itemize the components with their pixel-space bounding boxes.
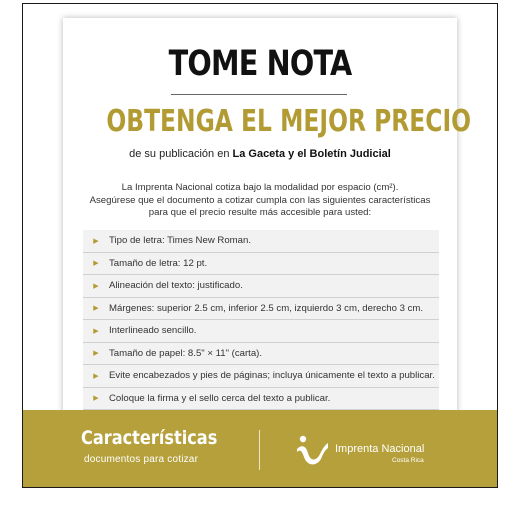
notice-title: TOME NOTA [168, 44, 352, 84]
triangle-bullet-icon: ▶ [93, 350, 99, 358]
requirement-text: Tipo de letra: Times New Roman. [109, 235, 252, 247]
imprenta-nacional-logo-icon [294, 432, 330, 468]
triangle-bullet-icon: ▶ [93, 327, 99, 335]
requirements-list [83, 230, 439, 410]
intro-line: Asegúrese que el documento a cotizar cumpla con las siguientes características [89, 194, 431, 206]
notice-headline: OBTENGA EL MEJOR PRECIO [106, 104, 472, 139]
logo-country: Costa Rica [392, 457, 424, 464]
subhead-emphasis: La Gaceta y el Boletín Judicial [232, 148, 391, 160]
requirement-text: Márgenes: superior 2.5 cm, inferior 2.5 cm, izquierdo 3 cm, derecho 3 cm. [109, 302, 424, 314]
list-item [83, 230, 439, 253]
intro-paragraph [83, 182, 437, 220]
notice-card [63, 18, 472, 438]
list-item [83, 275, 439, 298]
requirement-text: Tamaño de letra: 12 pt. [109, 257, 208, 269]
requirement-text: Interlineado sencillo. [109, 325, 197, 337]
triangle-bullet-icon: ▶ [93, 282, 99, 290]
requirement-text: Coloque la firma y el sello cerca del texto a publicar. [109, 392, 331, 404]
requirement-text: Tamaño de papel: 8.5" × 11" (carta). [109, 347, 263, 359]
triangle-bullet-icon: ▶ [93, 372, 99, 380]
requirement-text: Alineación del texto: justificado. [109, 280, 243, 292]
list-item [83, 365, 439, 388]
subhead-prefix: de su publicación en [129, 148, 230, 160]
footer-divider [259, 430, 260, 470]
footer-band [23, 410, 497, 487]
triangle-bullet-icon: ▶ [93, 237, 99, 245]
triangle-bullet-icon: ▶ [93, 260, 99, 268]
list-item [83, 298, 439, 321]
logo-name: Imprenta Nacional [335, 443, 425, 455]
notice-subhead [63, 148, 457, 160]
triangle-bullet-icon: ▶ [93, 305, 99, 313]
footer-title: Características [81, 427, 218, 449]
intro-line: La Imprenta Nacional cotiza bajo la modalidad por espacio (cm²). [121, 182, 399, 193]
footer-subtitle: documentos para cotizar [84, 454, 199, 465]
list-item [83, 253, 439, 276]
list-item [83, 343, 439, 366]
triangle-bullet-icon: ▶ [93, 395, 99, 403]
notice-frame [22, 3, 498, 488]
list-item [83, 388, 439, 411]
title-divider [171, 94, 347, 95]
requirement-text: Evite encabezados y pies de páginas; incluya únicamente el texto a publicar. [109, 370, 435, 382]
intro-line: para que el precio resulte más accesible para usted: [148, 207, 372, 218]
list-item [83, 320, 439, 343]
